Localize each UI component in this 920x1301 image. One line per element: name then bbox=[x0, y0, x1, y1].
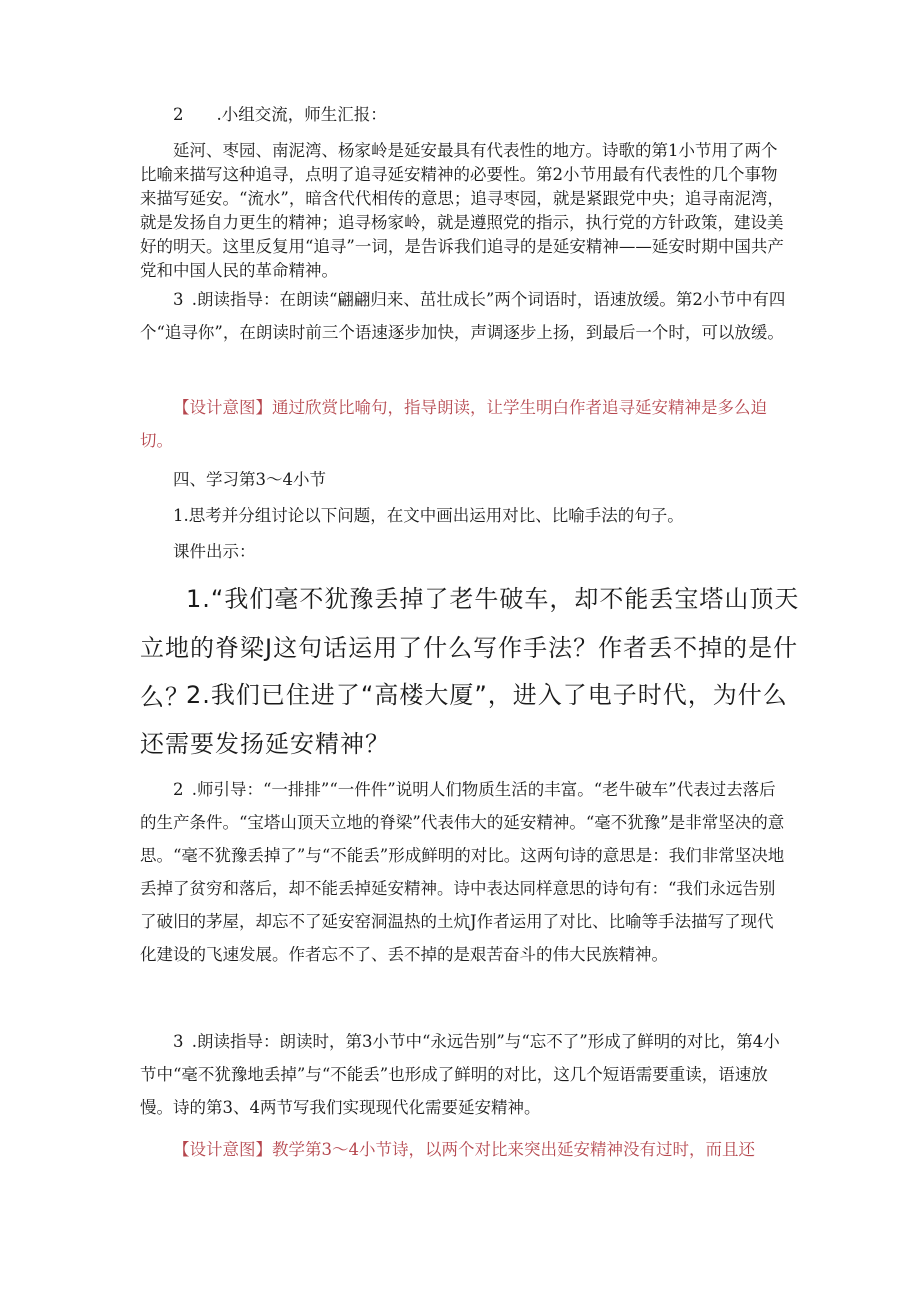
paragraph-discussion-task: 1.思考并分组讨论以下问题，在文中画出运用对比、比喻手法的句子。 bbox=[173, 506, 684, 525]
section-heading-group-report: 2 .小组交流，师生汇报： bbox=[173, 105, 387, 124]
design-intent-label: 【设计意图】 bbox=[173, 1140, 272, 1159]
paragraph-slide-label: 课件出示： bbox=[173, 542, 256, 561]
design-intent-text: 教学第3～4小节诗，以两个对比来突出延安精神没有过时，而且还 bbox=[272, 1140, 755, 1159]
design-intent-label: 【设计意图】 bbox=[173, 398, 272, 417]
section-heading-part-four: 四、学习第3～4小节 bbox=[173, 470, 326, 489]
paragraph-analysis: 延河、枣园、南泥湾、杨家岭是延安最具有代表性的地方。诗歌的第1小节用了两个比喻来描写这种追寻，点明了追寻延安精神的必要性。第2小节用最有代表性的几个事物来描写延安。“流水”，暗含代代相传的意思；追寻枣园，就是紧跟党中央；追寻南泥湾，就是发扬自力更生的精神；追寻杨家岭，就是遵照党的指示，执行党的方针政策，建设美好的明天。这里反复用“追寻”一词，是告诉我们追寻的是延安精神——延安时期中国共产党和中国人民的革命精神。 bbox=[140, 141, 784, 280]
paragraph-teacher-guide: 2 .师引导：“一排排”“一件件”说明人们物质生活的丰富。“老牛破车”代表过去落后的生产条件。“宝塔山顶天立地的脊梁”代表伟大的延安精神。“毫不犹豫”是非常坚决的意思。“毫不犹豫丢掉了”与“不能丢”形成鲜明的对比。这两句诗的意思是：我们非常坚决地丢掉了贫穷和落后，却不能丢掉延安精神。诗中表达同样意思的诗句有：“我们永远告别了破旧的茅屋，却忘不了延安窑洞温热的土炕J作者运用了对比、比喻等手法描写了现代化建设的飞速发展。作者忘不了、丢不掉的是艰苦奋斗的伟大民族精神。 bbox=[140, 780, 785, 964]
slide-question-2: 2.我们已住进了“高楼大厦”，进入了电子时代，为什么还需要发扬延安精神？ bbox=[140, 681, 788, 758]
paragraph-reading-guide-2: 3 .朗读指导：朗读时，第3小节中“永远告别”与“忘不了”形成了鲜明的对比，第4小节中“毫不犹豫地丢掉”与“不能丢”也形成了鲜明的对比，这几个短语需要重读，语速放慢。诗的第3、4两节写我们实现现代化需要延安精神。 bbox=[140, 1032, 780, 1117]
design-intent-1 bbox=[140, 391, 790, 457]
paragraph-reading-guide-1: 3 .朗读指导：在朗读“翩翩归来、茁壮成长”两个词语时，语速放缓。第2小节中有四个“追寻你”，在朗读时前三个语速逐步加快，声调逐步上扬，到最后一个时，可以放缓。 bbox=[140, 290, 786, 342]
slide-question-1: 1.“我们毫不犹豫丢掉了老牛破车，却不能丢宝塔山顶天立地的脊梁J这句话运用了什么写作手法？作者丢不掉的是什么？ bbox=[140, 585, 800, 711]
design-intent-2 bbox=[140, 1133, 790, 1166]
design-intent-text: 通过欣赏比喻句，指导朗读，让学生明白作者追寻延安精神是多么迫切。 bbox=[140, 398, 767, 450]
